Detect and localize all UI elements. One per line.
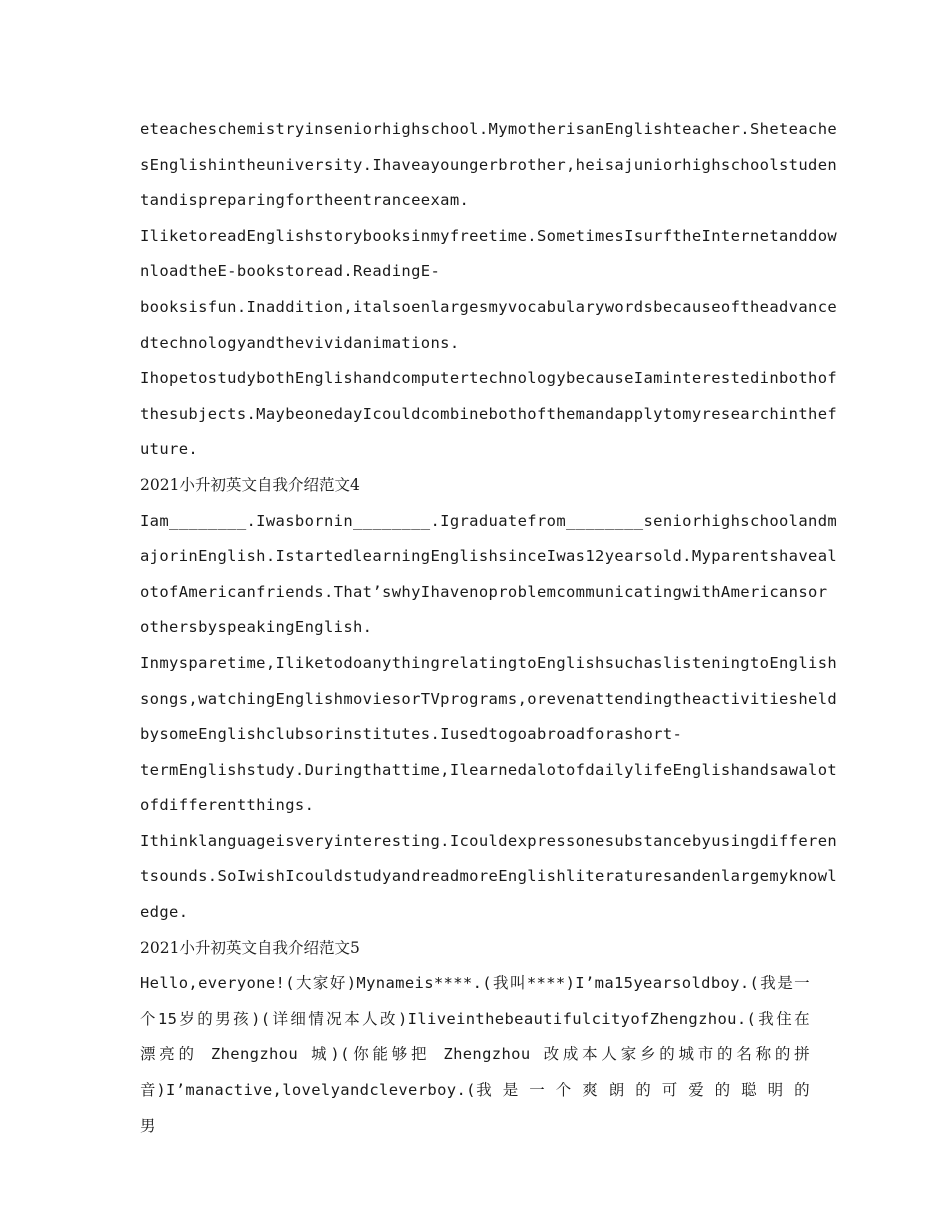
text-line: 个15岁的男孩)(详细情况本人改)IliveinthebeautifulcityofZhengzhou.(我住在 (140, 1009, 810, 1028)
text-line: bysomeEnglishclubsorinstitutes.Iusedtogoabroadforashort- (140, 725, 683, 744)
text-line: thesubjects.MaybeonedayIcouldcombinebothofthemandapplytomyresearchinthef (140, 404, 838, 423)
text-line: sEnglishintheuniversity.Ihaveayoungerbrother,heisajuniorhighschoolstuden (140, 155, 838, 174)
text-line: nloadtheE-bookstoread.ReadingE- (140, 262, 441, 281)
text-line: songs,watchingEnglishmoviesorTVprograms,orevenattendingtheactivitiesheld (140, 689, 838, 708)
text-line: otofAmericanfriends.That’swhyIhavenoproblemcommunicatingwithAmericansor (140, 582, 828, 601)
text-line: ofdifferentthings. (140, 796, 315, 815)
text-line: Hello,everyone!(大家好)Mynameis****.(我叫****)I’ma15yearsoldboy.(我是一 (140, 974, 810, 993)
text-line: eteacheschemistryinseniorhighschool.MymotherisanEnglishteacher.Sheteache (140, 120, 838, 138)
text-line: uture. (140, 440, 199, 459)
text-line: Ithinklanguageisveryinteresting.Icouldexpressonesubstancebyusingdifferen (140, 831, 838, 850)
text-line: Iam________.Iwasbornin________.Igraduatefrom________seniorhighschoolandm (140, 511, 838, 530)
text-line: ajorinEnglish.IstartedlearningEnglishsinceIwas12yearsold.Myparentshaveal (140, 547, 838, 566)
text-line: tsounds.SoIwishIcouldstudyandreadmoreEnglishliteraturesandenlargemyknowl (140, 867, 838, 886)
text-line: 漂亮的 Zhengzhou 城)(你能够把 Zhengzhou 改成本人家乡的城市的名称的拼 (140, 1045, 810, 1064)
text-line: 音)I’manactive,lovelyandcleverboy.(我 是 一 个 爽 朗 的 可 爱 的 聪 明 的 男 (140, 1081, 810, 1135)
text-line: othersbyspeakingEnglish. (140, 618, 373, 637)
text-line: tandispreparingfortheentranceexam. (140, 191, 470, 210)
text-line: booksisfun.Inaddition,italsoenlargesmyvocabularywordsbecauseoftheadvance (140, 297, 838, 316)
text-line: Inmysparetime,IliketodoanythingrelatingtoEnglishsuchaslisteningtoEnglish (140, 653, 838, 672)
text-line: IhopetostudybothEnglishandcomputertechnologybecauseIaminterestedinbothof (140, 369, 838, 388)
text-line: IliketoreadEnglishstorybooksinmyfreetime.SometimesIsurftheInternetanddow (140, 226, 838, 245)
text-line: edge. (140, 903, 189, 922)
text-line: dtechnologyandthevividanimations. (140, 333, 460, 352)
section-heading: 2021小升初英文自我介绍范文5 (140, 938, 360, 957)
section-heading: 2021小升初英文自我介绍范文4 (140, 475, 360, 494)
document-body (140, 112, 838, 1135)
text-line: termEnglishstudy.Duringthattime,IlearnedalotofdailylifeEnglishandsawalot (140, 760, 838, 779)
